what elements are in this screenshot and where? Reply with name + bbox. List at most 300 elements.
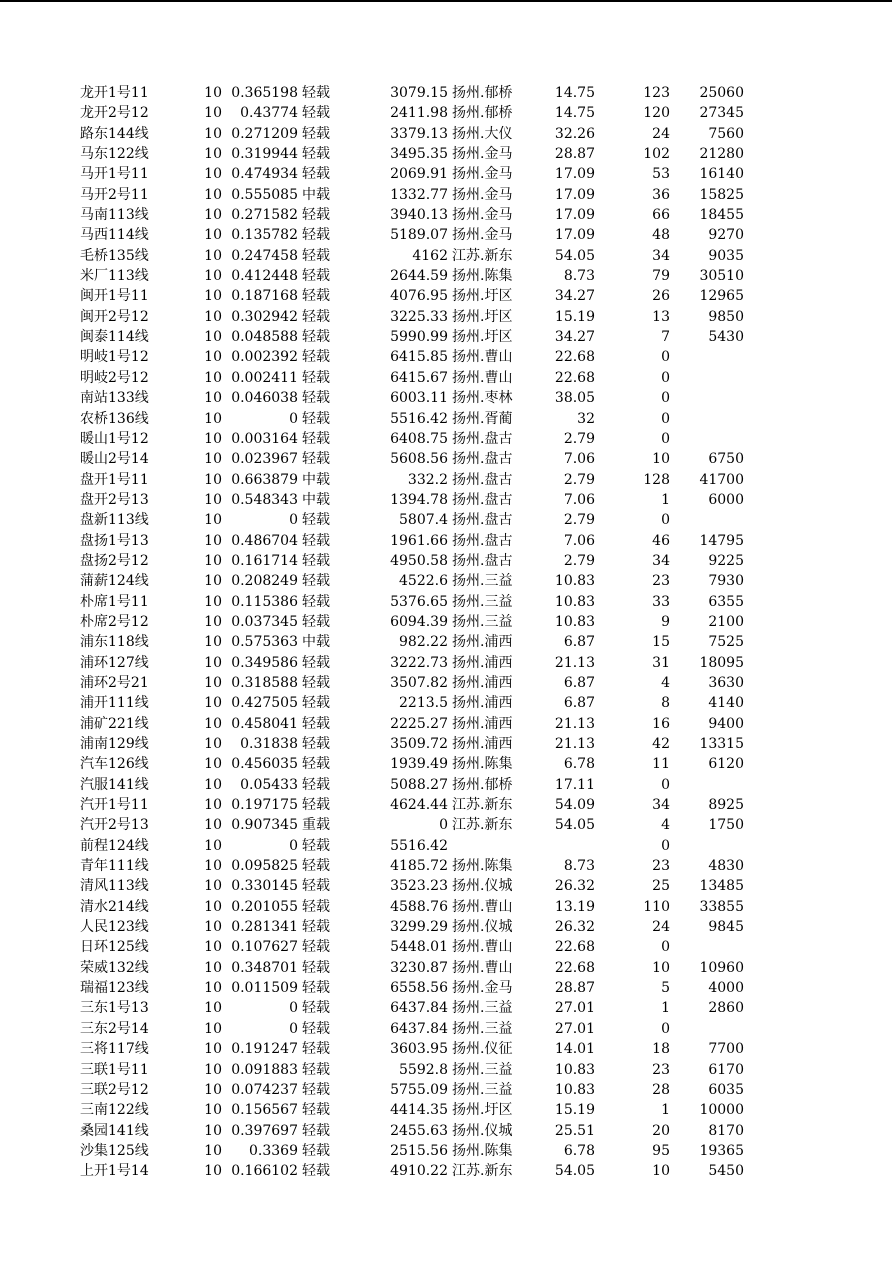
- transformer-count-cell: 20: [652, 1122, 670, 1139]
- available-capacity-cell: 3509.72: [390, 736, 448, 752]
- line-length-cell: 17.09: [554, 186, 595, 203]
- total-capacity-cell: 19365: [699, 1142, 744, 1159]
- line-length-cell: 13.19: [554, 898, 595, 915]
- load-rate-cell: 0: [289, 837, 298, 854]
- total-capacity-cell: 6120: [708, 756, 744, 773]
- transformer-count-cell: 18: [652, 1041, 670, 1058]
- table-row: [0, 693, 892, 713]
- transformer-count-cell: 4: [661, 674, 670, 691]
- load-rate-cell: 0.002411: [231, 369, 298, 386]
- load-rate-cell: 0.271209: [231, 125, 298, 142]
- line-length-cell: 15.19: [554, 308, 595, 325]
- capacity-cell: 10: [204, 1061, 222, 1078]
- substation-cell: 扬州.仪城: [452, 1122, 513, 1139]
- capacity-cell: 10: [204, 1041, 222, 1058]
- available-capacity-cell: 3940.13: [390, 207, 448, 224]
- load-status-cell: 轻载: [302, 1041, 330, 1058]
- transformer-count-cell: 31: [652, 654, 670, 671]
- load-status-cell: 轻载: [302, 85, 330, 101]
- capacity-cell: 10: [204, 634, 222, 651]
- line-length-cell: 28.87: [554, 146, 595, 163]
- table-row: [0, 632, 892, 652]
- available-capacity-cell: 6408.75: [390, 430, 448, 447]
- load-rate-cell: 0.05433: [240, 776, 298, 793]
- load-status-cell: 轻载: [302, 959, 330, 976]
- line-name-cell: 马开1号11: [80, 166, 149, 183]
- table-row: [0, 1039, 892, 1059]
- load-rate-cell: 0.318588: [231, 674, 298, 691]
- line-length-cell: 17.09: [554, 227, 595, 244]
- line-name-cell: 清风113线: [80, 878, 149, 895]
- line-name-cell: 毛桥135线: [80, 247, 149, 264]
- substation-cell: 扬州.浦西: [452, 695, 513, 712]
- transformer-count-cell: 34: [652, 247, 670, 264]
- total-capacity-cell: 9035: [708, 247, 744, 264]
- capacity-cell: 10: [204, 369, 222, 386]
- substation-cell: 扬州.三益: [452, 1000, 513, 1017]
- line-length-cell: 26.32: [554, 919, 595, 936]
- total-capacity-cell: 5450: [708, 1163, 744, 1180]
- available-capacity-cell: 5807.4: [399, 512, 448, 529]
- substation-cell: 扬州.金马: [452, 166, 513, 183]
- table-row: [0, 1080, 892, 1100]
- total-capacity-cell: 10000: [699, 1102, 744, 1119]
- line-name-cell: 路东144线: [80, 125, 149, 142]
- line-length-cell: 34.27: [554, 288, 595, 305]
- available-capacity-cell: 4950.58: [390, 552, 448, 569]
- total-capacity-cell: 9225: [708, 552, 744, 569]
- load-rate-cell: 0.156567: [231, 1102, 298, 1119]
- total-capacity-cell: 6035: [708, 1081, 744, 1098]
- substation-cell: 扬州.曹山: [452, 349, 513, 366]
- total-capacity-cell: 6000: [708, 491, 744, 508]
- load-status-cell: 轻载: [302, 1163, 330, 1180]
- substation-cell: 扬州.仪城: [452, 878, 513, 895]
- load-status-cell: 轻载: [302, 919, 330, 936]
- capacity-cell: 10: [204, 288, 222, 305]
- line-length-cell: 27.01: [554, 1020, 595, 1037]
- line-length-cell: 32.26: [554, 125, 595, 142]
- line-length-cell: 25.51: [554, 1122, 595, 1139]
- substation-cell: 扬州.三益: [452, 613, 513, 630]
- transformer-count-cell: 15: [652, 634, 670, 651]
- capacity-cell: 10: [204, 817, 222, 834]
- substation-cell: 扬州.盘古: [452, 491, 513, 508]
- available-capacity-cell: 6003.11: [390, 390, 448, 407]
- load-rate-cell: 0.456035: [231, 756, 298, 773]
- transformer-count-cell: 123: [643, 85, 670, 101]
- capacity-cell: 10: [204, 85, 222, 101]
- line-name-cell: 上开1号14: [80, 1163, 149, 1180]
- available-capacity-cell: 332.2: [407, 471, 448, 488]
- available-capacity-cell: 6437.84: [390, 1020, 448, 1037]
- total-capacity-cell: 9845: [708, 919, 744, 936]
- total-capacity-cell: 1750: [708, 817, 744, 834]
- load-rate-cell: 0.247458: [231, 247, 298, 264]
- transformer-count-cell: 10: [652, 451, 670, 468]
- capacity-cell: 10: [204, 451, 222, 468]
- transformer-count-cell: 4: [661, 817, 670, 834]
- load-rate-cell: 0.197175: [231, 797, 298, 814]
- transformer-count-cell: 0: [661, 369, 670, 386]
- load-status-cell: 中载: [302, 634, 330, 651]
- line-length-cell: 22.68: [554, 349, 595, 366]
- capacity-cell: 10: [204, 532, 222, 549]
- total-capacity-cell: 6170: [708, 1061, 744, 1078]
- line-name-cell: 明岐1号12: [80, 349, 149, 366]
- total-capacity-cell: 10960: [699, 959, 744, 976]
- transformer-count-cell: 66: [652, 207, 670, 224]
- line-length-cell: 22.68: [554, 939, 595, 956]
- available-capacity-cell: 2069.91: [390, 166, 448, 183]
- available-capacity-cell: 4076.95: [390, 288, 448, 305]
- load-status-cell: 轻载: [302, 756, 330, 773]
- line-name-cell: 三南122线: [80, 1102, 149, 1119]
- line-name-cell: 汽服141线: [80, 776, 149, 793]
- line-name-cell: 浦南129线: [80, 736, 149, 752]
- line-length-cell: 34.27: [554, 329, 595, 346]
- total-capacity-cell: 7560: [708, 125, 744, 142]
- available-capacity-cell: 1961.66: [390, 532, 448, 549]
- line-length-cell: 10.83: [554, 1081, 595, 1098]
- transformer-count-cell: 34: [652, 552, 670, 569]
- load-rate-cell: 0.330145: [231, 878, 298, 895]
- line-length-cell: 17.09: [554, 207, 595, 224]
- line-name-cell: 三东1号13: [80, 1000, 149, 1017]
- substation-cell: 扬州.胥蔺: [452, 410, 513, 427]
- table-row: [0, 225, 892, 245]
- load-status-cell: 轻载: [302, 552, 330, 569]
- table-row: [0, 409, 892, 429]
- load-status-cell: 重载: [302, 817, 330, 834]
- load-status-cell: 轻载: [302, 349, 330, 366]
- load-rate-cell: 0.095825: [231, 858, 298, 875]
- line-name-cell: 浦矿221线: [80, 715, 149, 732]
- line-name-cell: 龙开1号11: [80, 85, 149, 101]
- load-status-cell: 轻载: [302, 247, 330, 264]
- table-row: [0, 856, 892, 876]
- total-capacity-cell: 2100: [708, 613, 744, 630]
- line-length-cell: 10.83: [554, 593, 595, 610]
- substation-cell: 扬州.三益: [452, 1081, 513, 1098]
- table-row: [0, 347, 892, 367]
- line-name-cell: 朴席1号11: [80, 593, 149, 610]
- total-capacity-cell: 5430: [708, 329, 744, 346]
- line-name-cell: 南站133线: [80, 390, 149, 407]
- load-status-cell: 轻载: [302, 898, 330, 915]
- load-status-cell: 轻载: [302, 451, 330, 468]
- total-capacity-cell: 21280: [699, 146, 744, 163]
- load-status-cell: 轻载: [302, 532, 330, 549]
- load-status-cell: 轻载: [302, 776, 330, 793]
- capacity-cell: 10: [204, 410, 222, 427]
- available-capacity-cell: 3222.73: [390, 654, 448, 671]
- substation-cell: 扬州.浦西: [452, 715, 513, 732]
- line-length-cell: 6.87: [563, 634, 595, 651]
- line-length-cell: 17.09: [554, 166, 595, 183]
- total-capacity-cell: 27345: [699, 105, 744, 122]
- line-name-cell: 瑞福123线: [80, 980, 149, 997]
- load-status-cell: 轻载: [302, 390, 330, 407]
- line-name-cell: 盘扬1号13: [80, 532, 149, 549]
- capacity-cell: 10: [204, 1102, 222, 1119]
- transformer-count-cell: 0: [661, 1020, 670, 1037]
- line-name-cell: 米厂113线: [80, 268, 149, 285]
- capacity-cell: 10: [204, 1122, 222, 1139]
- line-length-cell: 21.13: [554, 654, 595, 671]
- table-row: [0, 266, 892, 286]
- table-row: [0, 124, 892, 144]
- load-status-cell: 轻载: [302, 797, 330, 814]
- available-capacity-cell: 3230.87: [390, 959, 448, 976]
- capacity-cell: 10: [204, 573, 222, 590]
- line-name-cell: 三联1号11: [80, 1061, 149, 1078]
- substation-cell: 扬州.盘古: [452, 430, 513, 447]
- capacity-cell: 10: [204, 186, 222, 203]
- line-name-cell: 汽开1号11: [80, 797, 149, 814]
- available-capacity-cell: 2213.5: [399, 695, 448, 712]
- load-rate-cell: 0.486704: [231, 532, 298, 549]
- transformer-count-cell: 23: [652, 858, 670, 875]
- transformer-count-cell: 48: [652, 227, 670, 244]
- available-capacity-cell: 3495.35: [390, 146, 448, 163]
- load-rate-cell: 0.091883: [231, 1061, 298, 1078]
- transformer-count-cell: 0: [661, 410, 670, 427]
- load-rate-cell: 0.548343: [231, 491, 298, 508]
- capacity-cell: 10: [204, 146, 222, 163]
- load-rate-cell: 0.048588: [231, 329, 298, 346]
- line-length-cell: 38.05: [554, 390, 595, 407]
- load-rate-cell: 0.187168: [231, 288, 298, 305]
- table-row: [0, 612, 892, 632]
- transformer-count-cell: 0: [661, 776, 670, 793]
- transformer-count-cell: 36: [652, 186, 670, 203]
- line-length-cell: 54.05: [554, 247, 595, 264]
- substation-cell: 扬州.金马: [452, 227, 513, 244]
- transformer-count-cell: 46: [652, 532, 670, 549]
- table-row: [0, 917, 892, 937]
- line-name-cell: 清水214线: [80, 898, 149, 915]
- transformer-count-cell: 102: [643, 146, 670, 163]
- substation-cell: 扬州.圩区: [452, 288, 513, 305]
- table-row: [0, 388, 892, 408]
- table-row: [0, 1019, 892, 1039]
- load-rate-cell: 0.412448: [231, 268, 298, 285]
- transformer-count-cell: 1: [661, 1102, 670, 1119]
- transformer-count-cell: 5: [661, 980, 670, 997]
- load-rate-cell: 0: [289, 1020, 298, 1037]
- total-capacity-cell: 41700: [699, 471, 744, 488]
- capacity-cell: 10: [204, 512, 222, 529]
- transformer-count-cell: 24: [652, 919, 670, 936]
- capacity-cell: 10: [204, 207, 222, 224]
- line-length-cell: 6.87: [563, 674, 595, 691]
- substation-cell: 扬州.圩区: [452, 308, 513, 325]
- line-name-cell: 沙集125线: [80, 1142, 149, 1159]
- transformer-count-cell: 10: [652, 959, 670, 976]
- table-row: [0, 144, 892, 164]
- table-row: [0, 653, 892, 673]
- line-name-cell: 荣威132线: [80, 959, 149, 976]
- total-capacity-cell: 13315: [699, 736, 744, 752]
- capacity-cell: 10: [204, 1081, 222, 1098]
- line-name-cell: 蒲薪124线: [80, 573, 149, 590]
- line-name-cell: 三东2号14: [80, 1020, 149, 1037]
- transformer-count-cell: 128: [643, 471, 670, 488]
- capacity-cell: 10: [204, 1000, 222, 1017]
- load-status-cell: 轻载: [302, 166, 330, 183]
- substation-cell: 江苏.新东: [452, 247, 513, 264]
- available-capacity-cell: 6415.85: [390, 349, 448, 366]
- capacity-cell: 10: [204, 471, 222, 488]
- transformer-count-cell: 7: [661, 329, 670, 346]
- line-length-cell: 54.05: [554, 817, 595, 834]
- load-status-cell: 轻载: [302, 329, 330, 346]
- available-capacity-cell: 6558.56: [390, 980, 448, 997]
- load-status-cell: 轻载: [302, 227, 330, 244]
- line-name-cell: 盘开1号11: [80, 471, 149, 488]
- substation-cell: 扬州.三益: [452, 1020, 513, 1037]
- transformer-count-cell: 16: [652, 715, 670, 732]
- line-name-cell: 马西114线: [80, 227, 149, 244]
- available-capacity-cell: 2411.98: [390, 105, 448, 122]
- table-row: [0, 286, 892, 306]
- capacity-cell: 10: [204, 878, 222, 895]
- line-length-cell: 27.01: [554, 1000, 595, 1017]
- capacity-cell: 10: [204, 349, 222, 366]
- capacity-cell: 10: [204, 654, 222, 671]
- total-capacity-cell: 18095: [699, 654, 744, 671]
- load-rate-cell: 0.302942: [231, 308, 298, 325]
- available-capacity-cell: 2455.63: [390, 1122, 448, 1139]
- table-row: [0, 368, 892, 388]
- transformer-count-cell: 8: [661, 695, 670, 712]
- substation-cell: 扬州.仪征: [452, 1041, 513, 1058]
- table-row: [0, 795, 892, 815]
- load-rate-cell: 0.3369: [249, 1142, 298, 1159]
- line-length-cell: 28.87: [554, 980, 595, 997]
- available-capacity-cell: 5088.27: [390, 776, 448, 793]
- total-capacity-cell: 30510: [699, 268, 744, 285]
- line-length-cell: 2.79: [563, 512, 595, 529]
- line-name-cell: 盘开2号13: [80, 491, 149, 508]
- substation-cell: 扬州.仪城: [452, 919, 513, 936]
- line-length-cell: 8.73: [563, 858, 595, 875]
- load-status-cell: 轻载: [302, 736, 330, 752]
- load-rate-cell: 0.319944: [231, 146, 298, 163]
- load-rate-cell: 0.427505: [231, 695, 298, 712]
- line-name-cell: 青年111线: [80, 858, 149, 875]
- line-length-cell: 8.73: [563, 268, 595, 285]
- line-name-cell: 朴席2号12: [80, 613, 149, 630]
- capacity-cell: 10: [204, 858, 222, 875]
- capacity-cell: 10: [204, 593, 222, 610]
- total-capacity-cell: 12965: [699, 288, 744, 305]
- table-row: [0, 714, 892, 734]
- capacity-cell: 10: [204, 430, 222, 447]
- transformer-count-cell: 23: [652, 573, 670, 590]
- total-capacity-cell: 4000: [708, 980, 744, 997]
- capacity-cell: 10: [204, 797, 222, 814]
- available-capacity-cell: 5189.07: [390, 227, 448, 244]
- capacity-cell: 10: [204, 939, 222, 956]
- table-row: [0, 490, 892, 510]
- substation-cell: 扬州.浦西: [452, 736, 513, 752]
- available-capacity-cell: 2515.56: [390, 1142, 448, 1159]
- table-row: [0, 470, 892, 490]
- substation-cell: 扬州.圩区: [452, 1102, 513, 1119]
- substation-cell: 扬州.枣林: [452, 390, 513, 407]
- substation-cell: 扬州.盘古: [452, 552, 513, 569]
- substation-cell: 扬州.三益: [452, 1061, 513, 1078]
- transformer-count-cell: 24: [652, 125, 670, 142]
- line-name-cell: 桑园141线: [80, 1122, 149, 1139]
- capacity-cell: 10: [204, 837, 222, 854]
- substation-cell: 扬州.浦西: [452, 674, 513, 691]
- line-length-cell: 17.11: [554, 776, 595, 793]
- line-name-cell: 汽开2号13: [80, 817, 149, 834]
- total-capacity-cell: 18455: [699, 207, 744, 224]
- table-row: [0, 429, 892, 449]
- substation-cell: 扬州.盘古: [452, 451, 513, 468]
- transformer-count-cell: 110: [643, 898, 670, 915]
- table-row: [0, 327, 892, 347]
- transformer-count-cell: 26: [652, 288, 670, 305]
- line-name-cell: 闽开1号11: [80, 288, 149, 305]
- available-capacity-cell: 4624.44: [390, 797, 448, 814]
- line-length-cell: 32: [577, 410, 595, 427]
- capacity-cell: 10: [204, 715, 222, 732]
- load-rate-cell: 0.074237: [231, 1081, 298, 1098]
- capacity-cell: 10: [204, 980, 222, 997]
- available-capacity-cell: 6437.84: [390, 1000, 448, 1017]
- total-capacity-cell: 9400: [708, 715, 744, 732]
- capacity-cell: 10: [204, 105, 222, 122]
- load-status-cell: 轻载: [302, 268, 330, 285]
- table-row: [0, 897, 892, 917]
- substation-cell: 江苏.新东: [452, 1163, 513, 1180]
- load-status-cell: 轻载: [302, 1122, 330, 1139]
- capacity-cell: 10: [204, 776, 222, 793]
- substation-cell: 江苏.新东: [452, 817, 513, 834]
- capacity-cell: 10: [204, 268, 222, 285]
- available-capacity-cell: 5376.65: [390, 593, 448, 610]
- table-row: [0, 958, 892, 978]
- substation-cell: 扬州.盘古: [452, 512, 513, 529]
- table-row: [0, 775, 892, 795]
- available-capacity-cell: 2225.27: [390, 715, 448, 732]
- table-row: [0, 1161, 892, 1181]
- transformer-count-cell: 0: [661, 349, 670, 366]
- load-status-cell: 轻载: [302, 980, 330, 997]
- load-status-cell: 轻载: [302, 1142, 330, 1159]
- transformer-count-cell: 79: [652, 268, 670, 285]
- capacity-cell: 10: [204, 247, 222, 264]
- total-capacity-cell: 4140: [708, 695, 744, 712]
- load-rate-cell: 0.575363: [231, 634, 298, 651]
- substation-cell: 扬州.三益: [452, 593, 513, 610]
- line-length-cell: 14.01: [554, 1041, 595, 1058]
- available-capacity-cell: 1939.49: [390, 756, 448, 773]
- line-name-cell: 盘扬2号12: [80, 552, 149, 569]
- load-status-cell: 轻载: [302, 878, 330, 895]
- load-rate-cell: 0: [289, 410, 298, 427]
- load-status-cell: 轻载: [302, 1081, 330, 1098]
- line-name-cell: 前程124线: [80, 837, 149, 854]
- line-length-cell: 26.32: [554, 878, 595, 895]
- transformer-count-cell: 1: [661, 1000, 670, 1017]
- load-status-cell: 轻载: [302, 939, 330, 956]
